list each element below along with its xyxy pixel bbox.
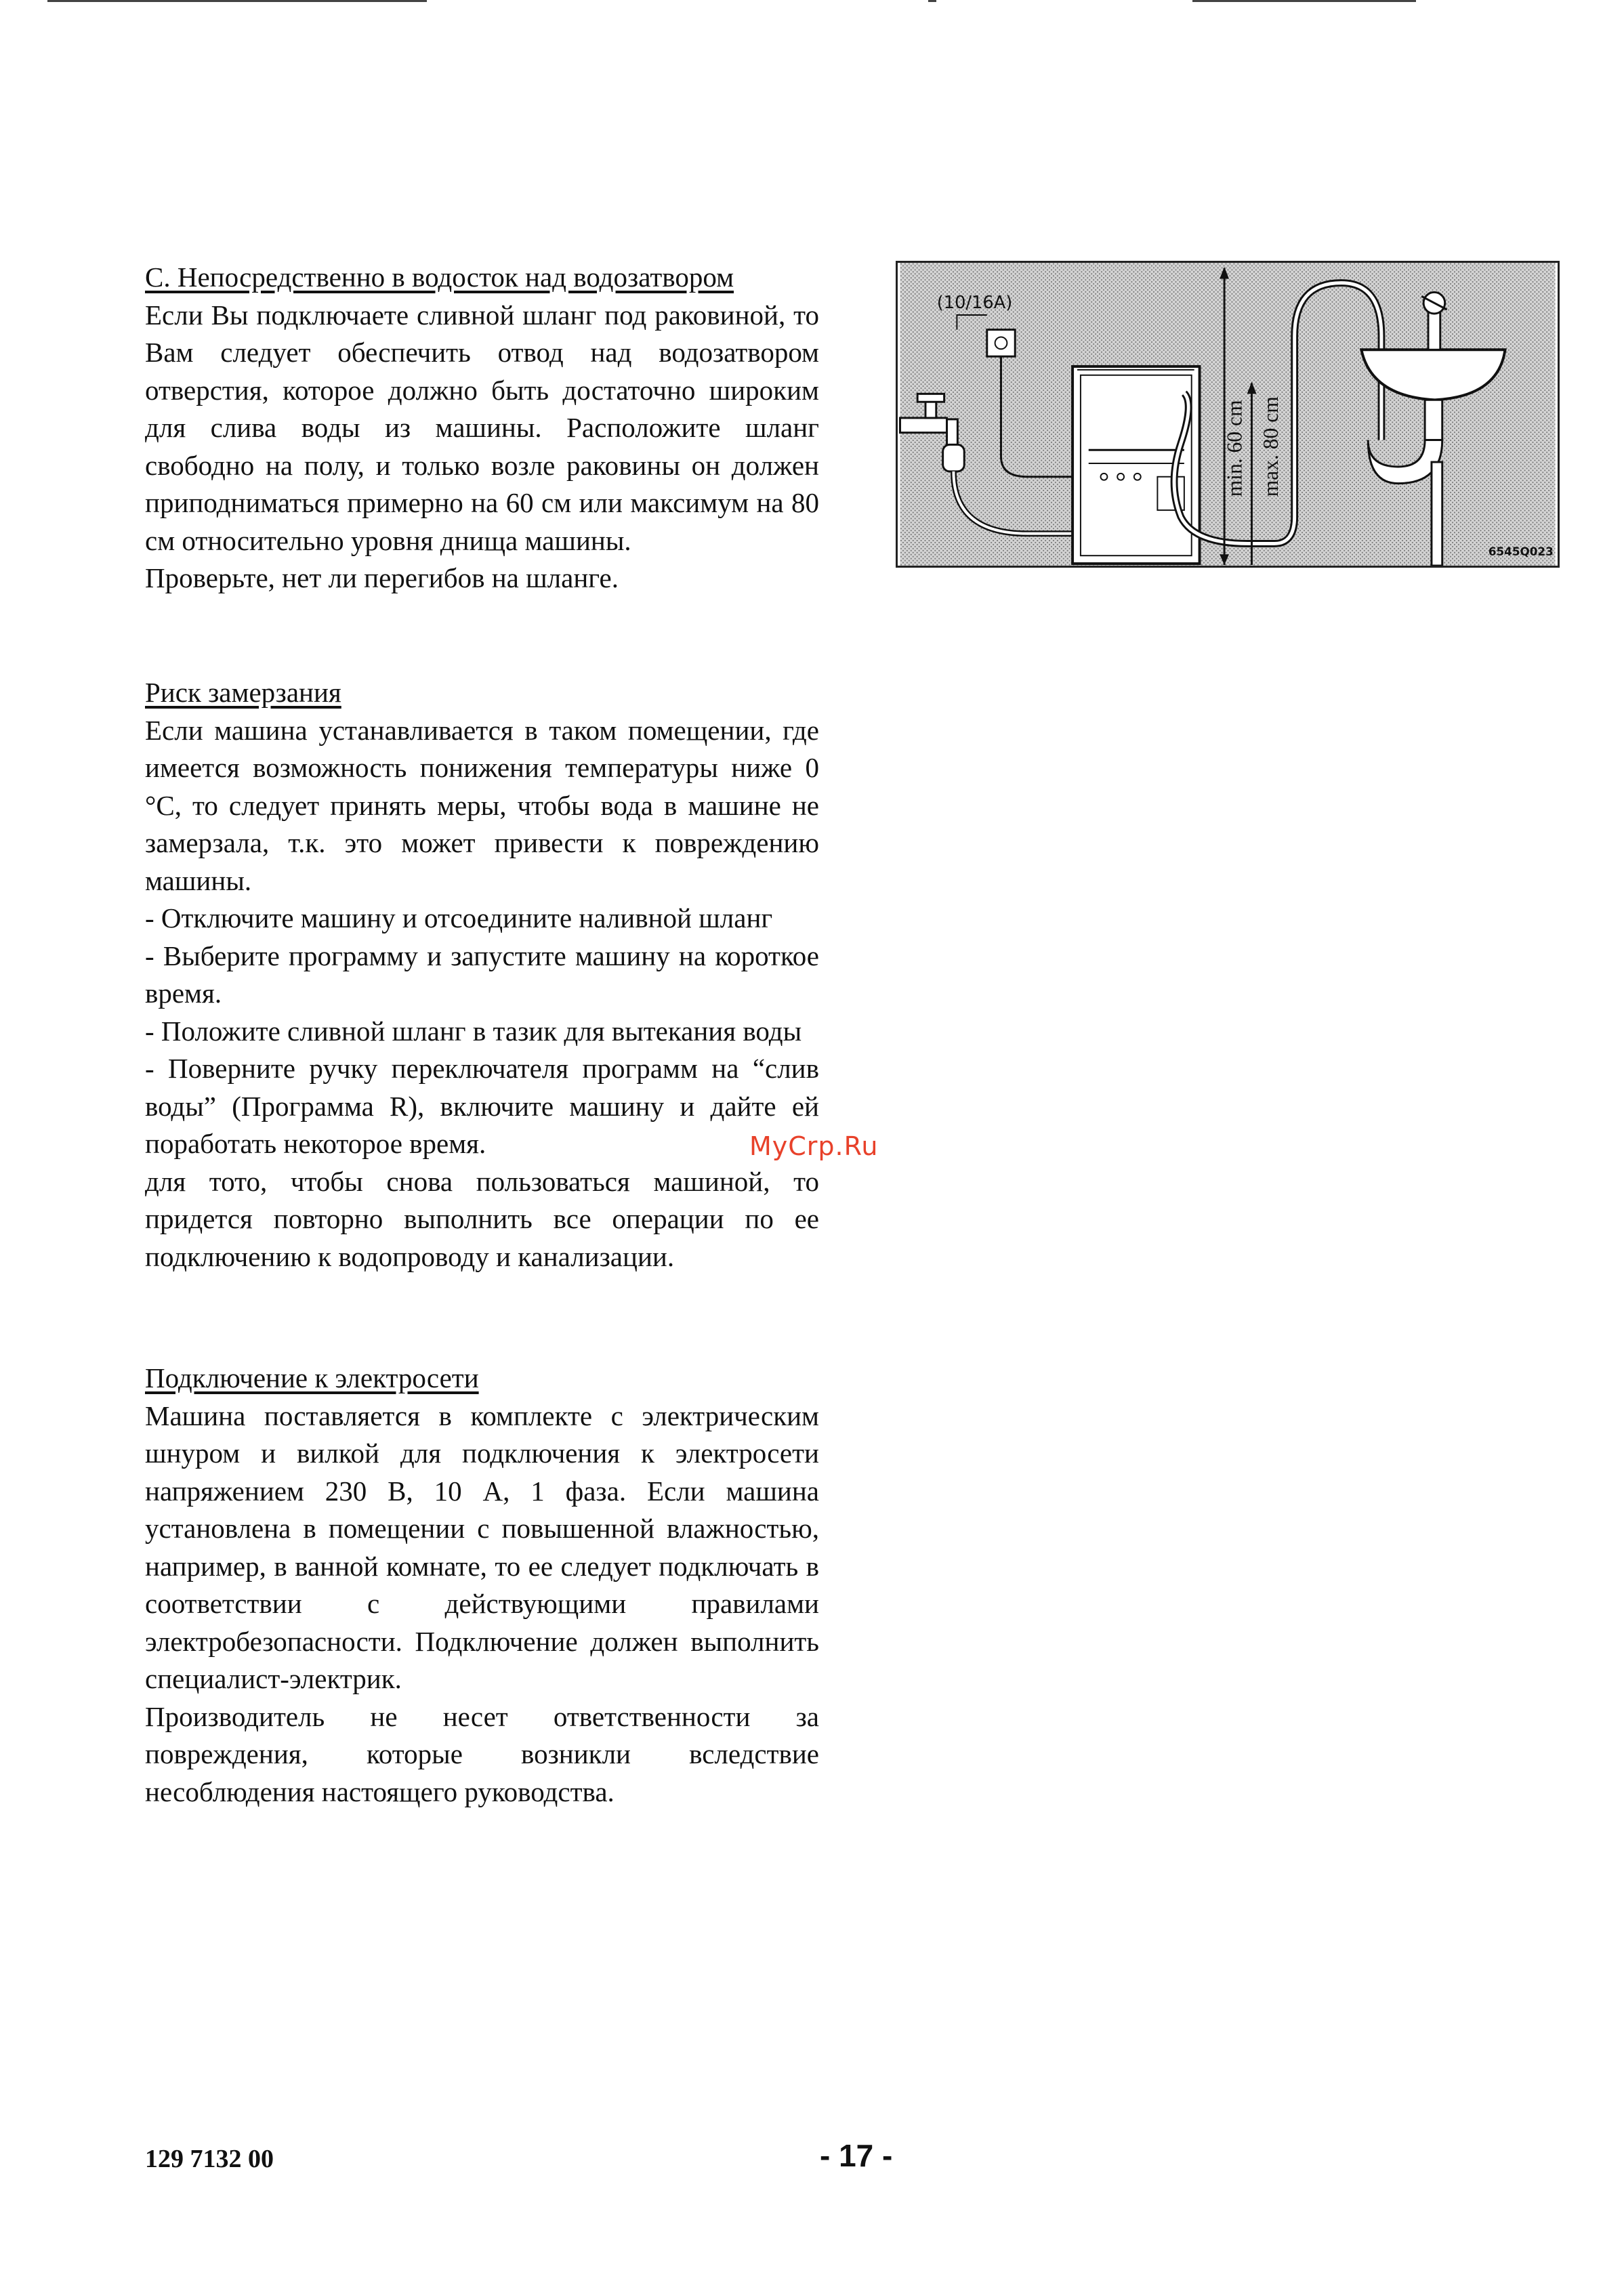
scan-edge-line	[1192, 0, 1416, 2]
paragraph: Если машина устанавливается в таком помещении, где имеется возможность понижения температуры ниже 0 °С, то следует принять меры, чтобы вода в машине не замерзала, т.к. это может привести к повреждению машины.	[145, 714, 819, 896]
scan-edge-line	[47, 0, 427, 2]
section-heading: Подключение к электросети	[145, 1362, 479, 1393]
fuse-label: (10/16A)	[936, 293, 1013, 314]
watermark: MyCrp.Ru	[749, 1131, 879, 1161]
paragraph: Производитель не несет ответственности за повреждения, которые возникли вследствие несоблюдения настоящего руководства.	[145, 1700, 819, 1807]
list-item: - Положите сливной шланг в тазик для вытекания воды	[145, 1015, 802, 1047]
section-power	[145, 1360, 819, 1811]
paragraph: Машина поставляется в комплекте с электрическим шнуром и вилкой для подключения к электросети напряжением 230 В, 10 А, 1 фаза. Если машина установлена в помещении с повышенной влажностью, например, в ванной комнате, то ее следует подключать в соответствии с действующими правилами электробезопасности. Подключение должен выполнить специалист-электрик.	[145, 1400, 819, 1694]
page-number: - 17 -	[820, 2138, 893, 2173]
min-height-label: min. 60 cm	[1222, 400, 1247, 497]
max-height-label: max. 80 cm	[1259, 396, 1283, 497]
list-item: - Выберите программу и запустите машину на короткое время.	[145, 940, 819, 1009]
section-heading: Риск замерзания	[145, 677, 341, 708]
paragraph: для тото, чтобы снова пользоваться машиной, то придется повторно выполнить все операции по ее подключению к водопроводу и канализации.	[145, 1165, 819, 1272]
list-item: - Поверните ручку переключателя программ на “слив воды” (Программа R), включите машину и дайте ей поработать некоторое время.	[145, 1053, 819, 1159]
section-freeze	[145, 674, 819, 1276]
paragraph: Проверьте, нет ли перегибов на шланге.	[145, 562, 619, 593]
drain-hose-diagram	[896, 261, 1560, 568]
figure-code: 6545Q023	[1488, 545, 1554, 559]
paragraph: Если Вы подключаете сливной шланг под раковиной, то Вам следует обеспечить отвод над водозатвором отверстия, которое должно быть достаточно широким для слива воды из машины. Расположите шланг свободно на полу, и только возле раковины он должен приподниматься примерно на 60 см или максимум на 80 см относительно уровня днища машины.	[145, 299, 819, 556]
washing-machine-icon	[1073, 366, 1199, 564]
scan-edge-mark	[928, 0, 936, 2]
section-drain	[145, 259, 819, 597]
list-item: - Отключите машину и отсоедините наливной шланг	[145, 902, 773, 933]
document-code: 129 7132 00	[145, 2145, 274, 2173]
power-socket-icon	[987, 330, 1015, 356]
section-heading: С. Непосредственно в водосток над водозатвором	[145, 261, 734, 293]
